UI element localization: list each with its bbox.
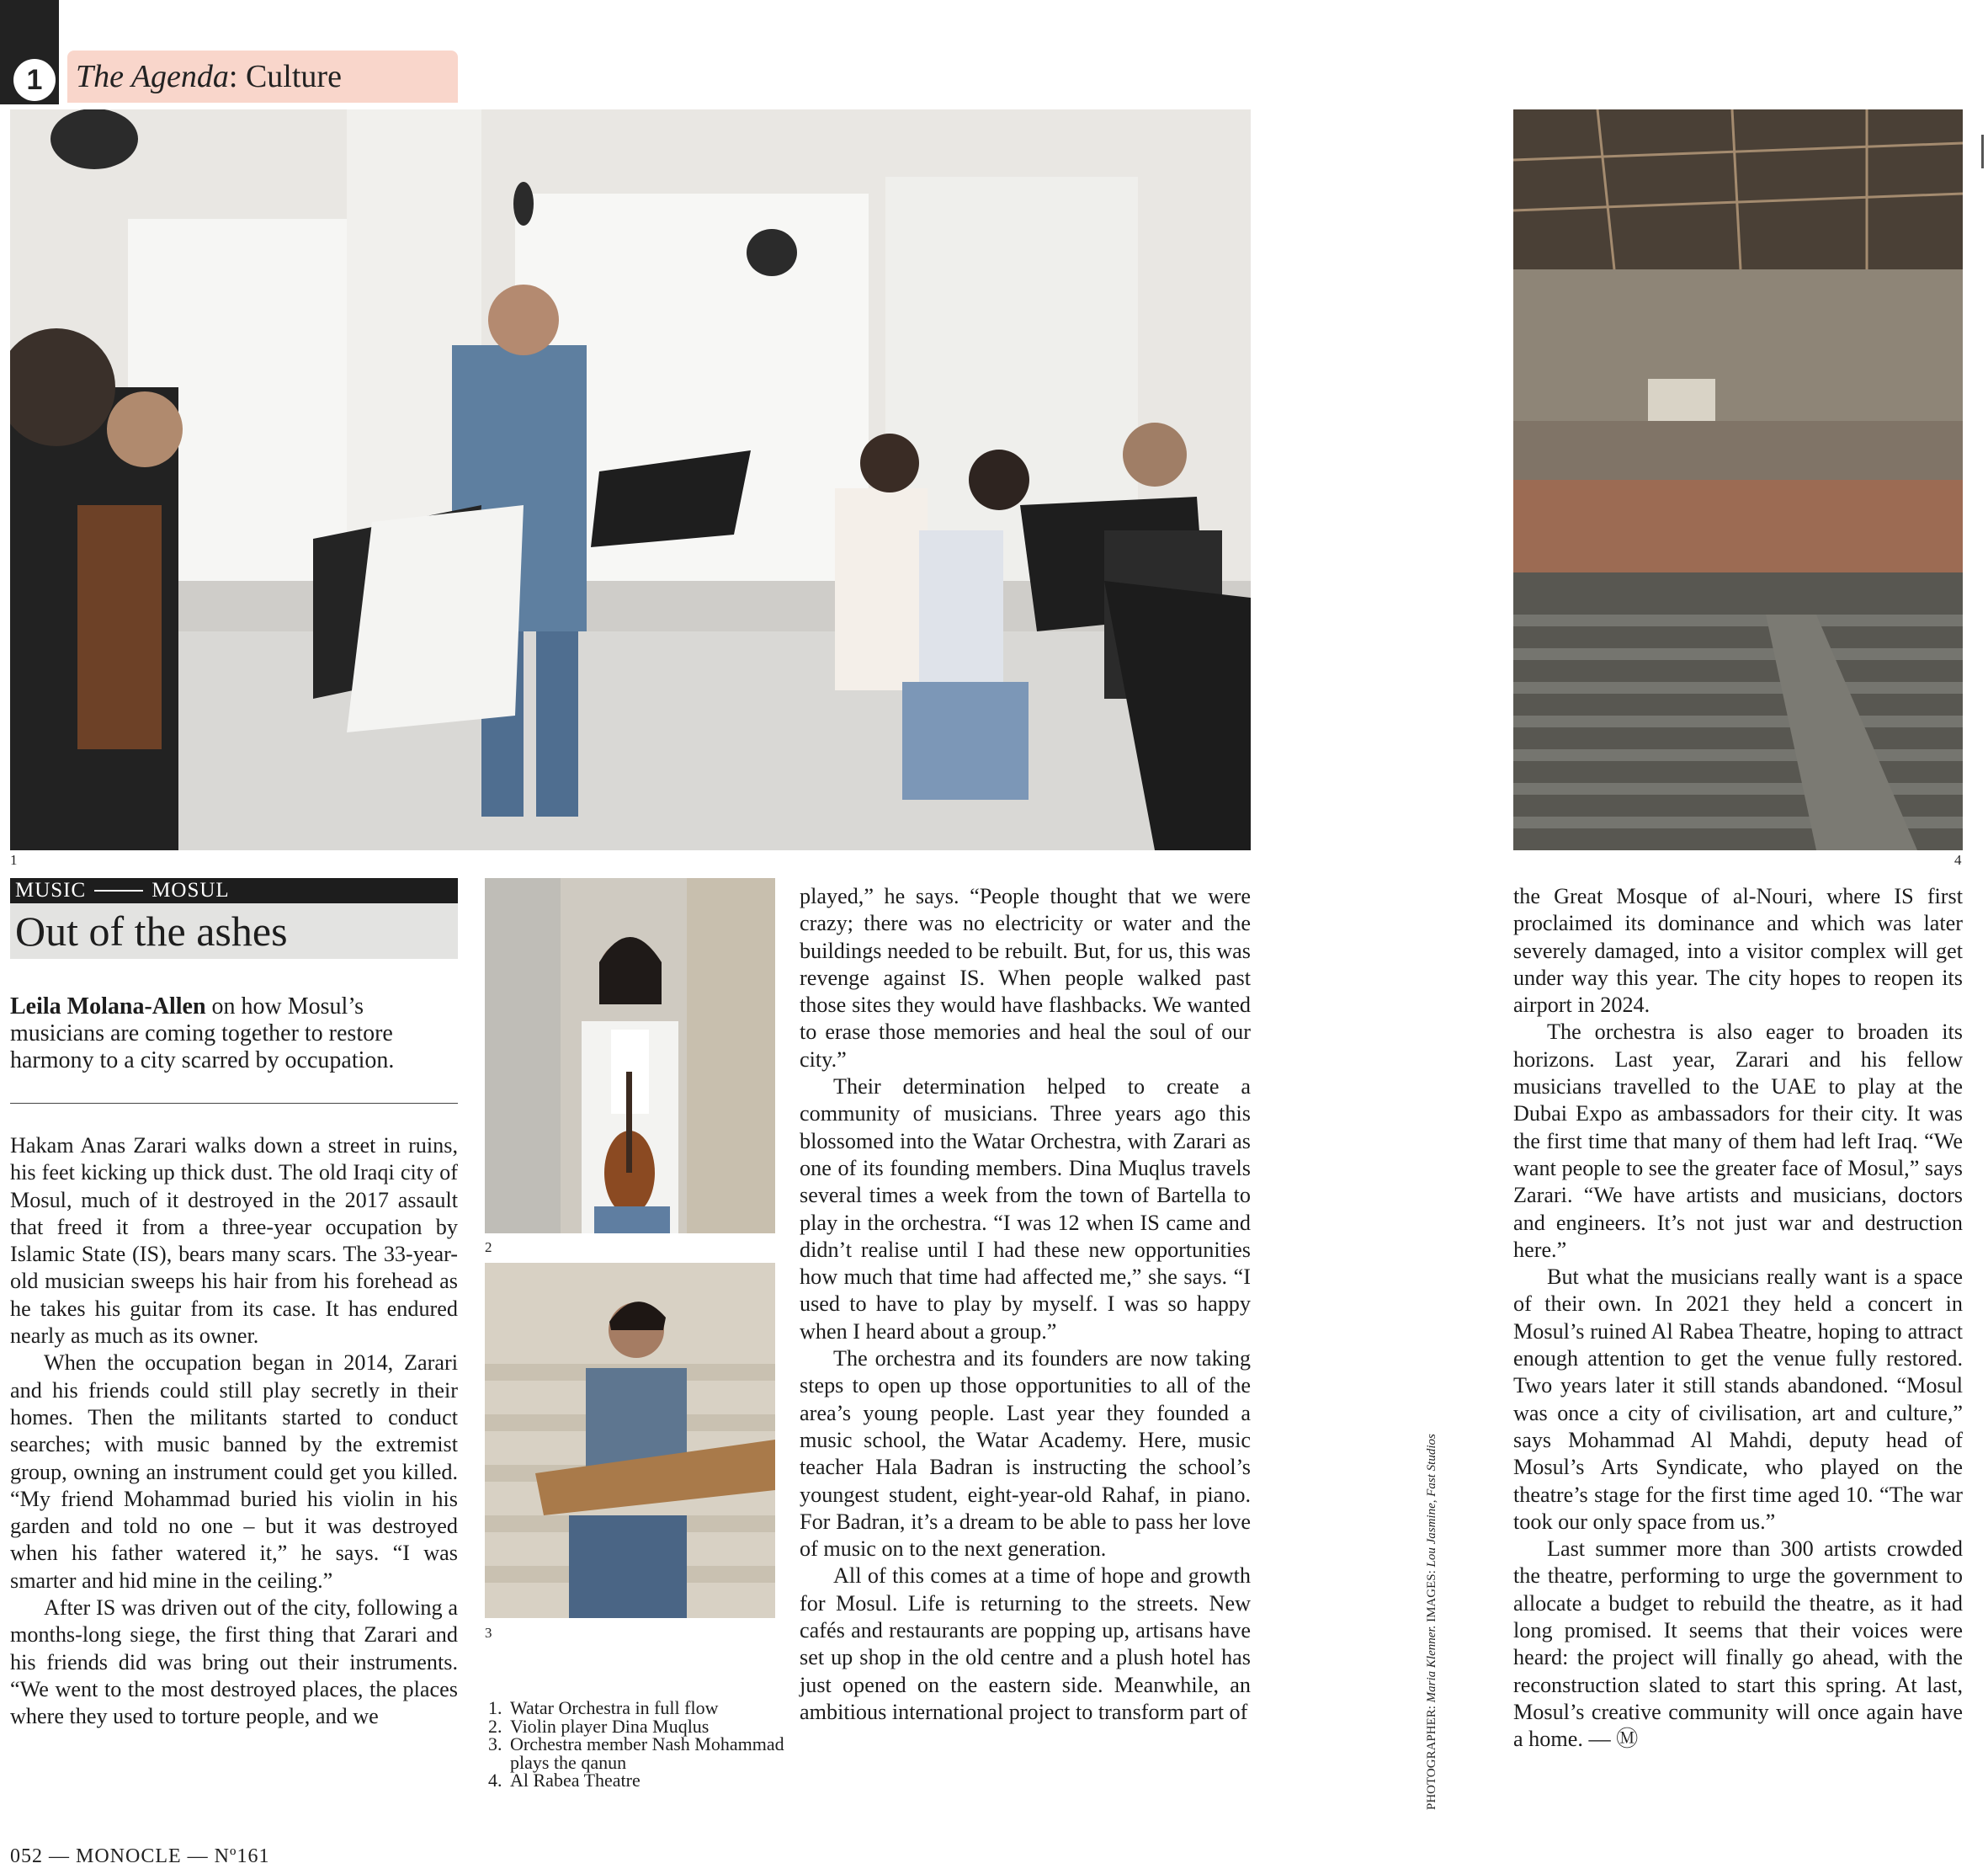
caption-item: 1. Watar Orchestra in full flow bbox=[507, 1699, 784, 1717]
page-edge-mark bbox=[1981, 135, 1984, 168]
paragraph: Their determination helped to create a community of musicians. Three years ago this blossomed into the Watar Orchestra, with Zarari as one of its founding members. Dina Muqlus travels several times a week from the town of Bartella to play in the orchestra. “I was 12 when IS came and didn’t realise until I had these new opportunities how much that time had affected me,” she says. “I used to have to play by myself. I was so happy when I heard about a group.” bbox=[800, 1074, 1251, 1344]
kicker-location: MOSUL bbox=[151, 879, 230, 902]
paragraph: the Great Mosque of al-Nouri, where IS first proclaimed its dominance and which was later severely damaged, into a visitor complex will get under way this year. The city hopes to reopen its airport in 2024. bbox=[1513, 884, 1963, 1018]
article-standfirst bbox=[10, 993, 458, 1074]
photo-credit bbox=[1425, 1434, 1439, 1810]
photo-number-2: 2 bbox=[485, 1239, 492, 1255]
paragraph: When the occupation began in 2014, Zarari and his friends could still play secretly in their homes. Then the militants started to conduct searches; with music banned by the extremist group, owning an instrument could get you killed. “My friend Mohammad buried his violin in his garden and told no one – but it was destroyed when his father watered it,” he says. “I was smarter and hid mine in the ceiling.” bbox=[10, 1350, 458, 1593]
photo-number-4: 4 bbox=[1954, 852, 1962, 868]
standfirst-divider bbox=[10, 1103, 458, 1104]
photo-captions bbox=[481, 1699, 784, 1790]
section-label-italic: The Agenda bbox=[76, 59, 229, 94]
article-column-3 bbox=[800, 883, 1251, 1726]
kicker-category: MUSIC bbox=[15, 879, 87, 902]
paragraph: played,” he says. “People thought that we were crazy; there was no electricity or water and the buildings needed to be rebuilt. But, for us, this was revenge against IS. When people walked past those sites they would have flashbacks. We wanted to erase those memories and heal the soul of our city.” bbox=[800, 884, 1251, 1072]
paragraph: All of this comes at a time of hope and growth for Mosul. Life is returning to the streets. New cafés and restaurants are popping up, artisans have set up shop in the old centre and a plush hotel has just opened on the eastern side. Meanwhile, an ambitious international project to transform part of bbox=[800, 1563, 1251, 1724]
article-column-4 bbox=[1513, 883, 1963, 1754]
photo-al-rabea-theatre bbox=[1513, 109, 1963, 850]
article-kicker bbox=[10, 878, 458, 903]
article-column-1 bbox=[10, 1132, 458, 1731]
credit-label: IMAGES: bbox=[1425, 1567, 1438, 1626]
credit-label: PHOTOGRAPHER: bbox=[1425, 1702, 1438, 1810]
caption-item: 2. Violin player Dina Muqlus bbox=[507, 1717, 784, 1736]
photo-orchestra bbox=[10, 109, 1251, 850]
photo-qanun-player bbox=[485, 1263, 775, 1618]
paragraph: The orchestra and its founders are now taking steps to open up those opportunities to all of the area’s young people. Last year they founded a music school, the Watar Academy. Here, music teacher Hala Badran is instructing the school’s youngest student, eight-year-old Rahaf, in piano. For Badran, it’s a dream to be able to pass her love of music on to the next generation. bbox=[800, 1346, 1251, 1562]
paragraph: Hakam Anas Zarari walks down a street in ruins, his feet kicking up thick dust. The old Iraqi city of Mosul, much of it destroyed in the 2017 assault that freed it from a three-year occupation by Islamic State (IS), bears many scars. The 33-year-old musician sweeps his hair from his forehead as he takes his guitar from its case. It has endured nearly as much as its owner. bbox=[10, 1133, 458, 1349]
paragraph: After IS was driven out of the city, following a months-long siege, the first thing that Zarari and his friends did was bring out their instruments. “We went to the most destroyed places, the places where they used to torture people, and we bbox=[10, 1595, 458, 1729]
standfirst-text: on how Mosul’s musicians are coming together to restore harmony to a city scarred by occupation. bbox=[10, 993, 395, 1073]
credit-name: Lou Jasmine, Fast Studios bbox=[1425, 1434, 1438, 1568]
paragraph: The orchestra is also eager to broaden its horizons. Last year, Zarari and his fellow musicians travelled to the UAE to play at the Dubai Expo as ambassadors for their city. It was the first time that many of them had left Iraq. “We want people to see the greater face of Mosul,” says Zarari. “We have artists and musicians, doctors and engineers. It’s not just war and destruction here.” bbox=[1513, 1020, 1963, 1262]
paragraph: Last summer more than 300 artists crowded the theatre, performing to urge the government to allocate a budget to rebuild the theatre, as it had long promised. It seems that their voices were heard: the project will finally go ahead, with the reconstruction slated to start this spring. At last, Mosul’s creative community will once again have a home. — Ⓜ bbox=[1513, 1536, 1963, 1752]
photo-number-1: 1 bbox=[10, 852, 18, 868]
standfirst-author: Leila Molana-Allen bbox=[10, 993, 206, 1020]
caption-item: 4. Al Rabea Theatre bbox=[507, 1771, 784, 1790]
credit-name: Maria Klenner. bbox=[1425, 1625, 1438, 1703]
photo-violin-player bbox=[485, 878, 775, 1233]
section-number: 1 bbox=[13, 59, 56, 101]
kicker-dash bbox=[94, 890, 143, 892]
paragraph: But what the musicians really want is a space of their own. In 2021 they held a concert in Mosul’s ruined Al Rabea Theatre, hoping to attract enough attention to get the venue fully restored. Two years later it still stands abandoned. “Mosul was once a city of civilisation, art and culture,” says Mohammad Al Mahdi, deputy head of Mosul’s Arts Syndicate, who played on the theatre’s stage for the first time aged 10. “The war took our only space from us.” bbox=[1513, 1264, 1963, 1534]
article-headline: Out of the ashes bbox=[10, 903, 458, 959]
photo-number-3: 3 bbox=[485, 1625, 492, 1641]
section-label-rest: : Culture bbox=[228, 59, 342, 94]
caption-item: 3. Orchestra member Nash Mohammad plays the qanun bbox=[507, 1735, 784, 1771]
section-label bbox=[67, 51, 458, 103]
page-footer: 052 — MONOCLE — Nº161 bbox=[10, 1845, 270, 1867]
